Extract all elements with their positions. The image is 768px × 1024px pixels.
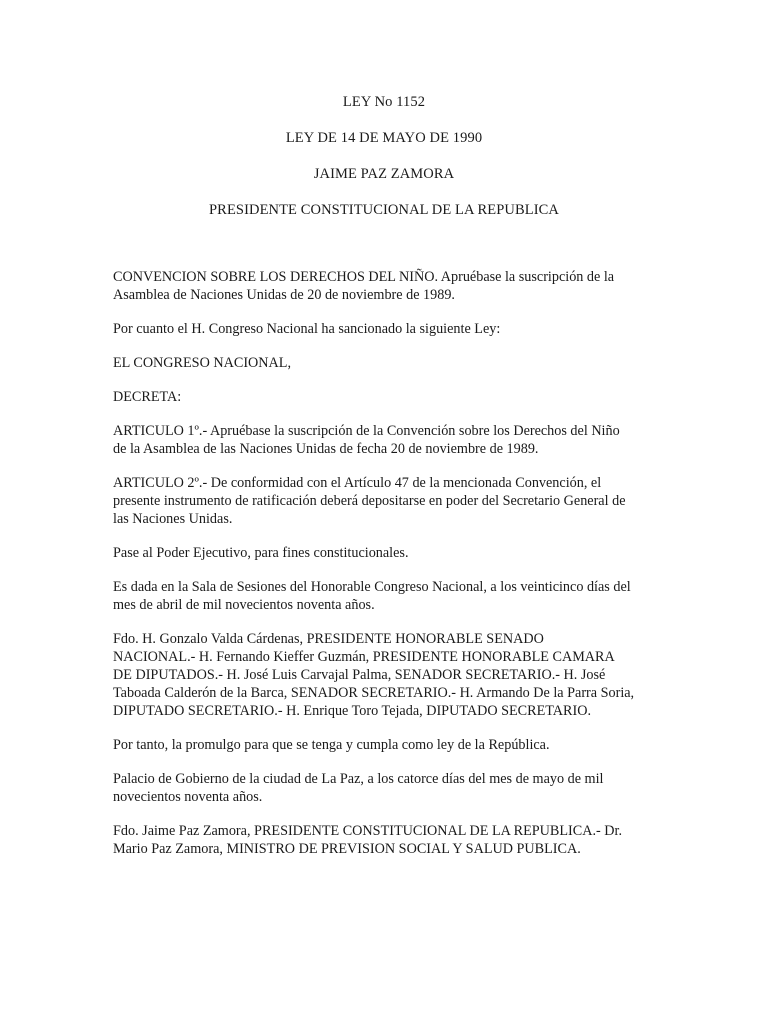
text-line: EL CONGRESO NACIONAL, bbox=[113, 355, 291, 371]
paragraph-convention bbox=[113, 268, 645, 304]
paragraph-por-tanto bbox=[113, 736, 645, 754]
text-line: novecientos noventa años. bbox=[113, 789, 263, 805]
text-line: Es dada en la Sala de Sesiones del Honorable Congreso Nacional, a los veinticinco días del bbox=[113, 579, 631, 595]
president-name-heading: JAIME PAZ ZAMORA bbox=[313, 166, 455, 182]
text-line: de la Asamblea de las Naciones Unidas de fecha 20 de noviembre de 1989. bbox=[113, 441, 539, 457]
text-line: Asamblea de Naciones Unidas de 20 de noviembre de 1989. bbox=[113, 287, 455, 303]
text-line: presente instrumento de ratificación deberá depositarse en poder del Secretario General de bbox=[113, 493, 626, 509]
paragraph-pase bbox=[113, 544, 645, 562]
document-body bbox=[113, 268, 645, 874]
paragraph-articulo-2 bbox=[113, 474, 645, 528]
text-line: ARTICULO 2º.- De conformidad con el Artículo 47 de la mencionada Convención, el bbox=[113, 475, 602, 491]
text-line: Palacio de Gobierno de la ciudad de La Paz, a los catorce días del mes de mayo de mil bbox=[113, 771, 604, 787]
paragraph-articulo-1 bbox=[113, 422, 645, 458]
paragraph-por-cuanto bbox=[113, 320, 645, 338]
text-line: Mario Paz Zamora, MINISTRO DE PREVISION SOCIAL Y SALUD PUBLICA. bbox=[113, 841, 581, 857]
text-line: las Naciones Unidas. bbox=[113, 511, 233, 527]
text-line: ARTICULO 1º.- Apruébase la suscripción de la Convención sobre los Derechos del Niño bbox=[113, 423, 620, 439]
law-date-heading: LEY DE 14 DE MAYO DE 1990 bbox=[285, 130, 483, 146]
text-line: DE DIPUTADOS.- H. José Luis Carvajal Palma, SENADOR SECRETARIO.- H. José bbox=[113, 667, 606, 683]
paragraph-decreta bbox=[113, 388, 645, 406]
text-line: Por tanto, la promulgo para que se tenga y cumpla como ley de la República. bbox=[113, 737, 550, 753]
text-line: Fdo. Jaime Paz Zamora, PRESIDENTE CONSTITUCIONAL DE LA REPUBLICA.- Dr. bbox=[113, 823, 622, 839]
president-title-heading: PRESIDENTE CONSTITUCIONAL DE LA REPUBLICA bbox=[209, 202, 559, 218]
paragraph-firmas-ejecutivo bbox=[113, 822, 645, 858]
paragraph-congreso bbox=[113, 354, 645, 372]
text-line: Por cuanto el H. Congreso Nacional ha sancionado la siguiente Ley: bbox=[113, 321, 501, 337]
text-line: DECRETA: bbox=[113, 389, 182, 405]
text-line: mes de abril de mil novecientos noventa años. bbox=[113, 597, 375, 613]
text-line: Fdo. H. Gonzalo Valda Cárdenas, PRESIDENTE HONORABLE SENADO bbox=[113, 631, 544, 647]
text-line: Taboada Calderón de la Barca, SENADOR SECRETARIO.- H. Armando De la Parra Soria, bbox=[113, 685, 635, 701]
text-line: NACIONAL.- H. Fernando Kieffer Guzmán, PRESIDENTE HONORABLE CAMARA bbox=[113, 649, 615, 665]
text-line: CONVENCION SOBRE LOS DERECHOS DEL NIÑO. Apruébase la suscripción de la bbox=[113, 269, 615, 285]
paragraph-es-dada bbox=[113, 578, 645, 614]
paragraph-palacio bbox=[113, 770, 645, 806]
text-line: DIPUTADO SECRETARIO.- H. Enrique Toro Tejada, DIPUTADO SECRETARIO. bbox=[113, 703, 592, 719]
paragraph-firmas-congreso bbox=[113, 630, 645, 720]
text-line: Pase al Poder Ejecutivo, para fines constitucionales. bbox=[113, 545, 409, 561]
law-number-heading: LEY No 1152 bbox=[342, 94, 426, 110]
